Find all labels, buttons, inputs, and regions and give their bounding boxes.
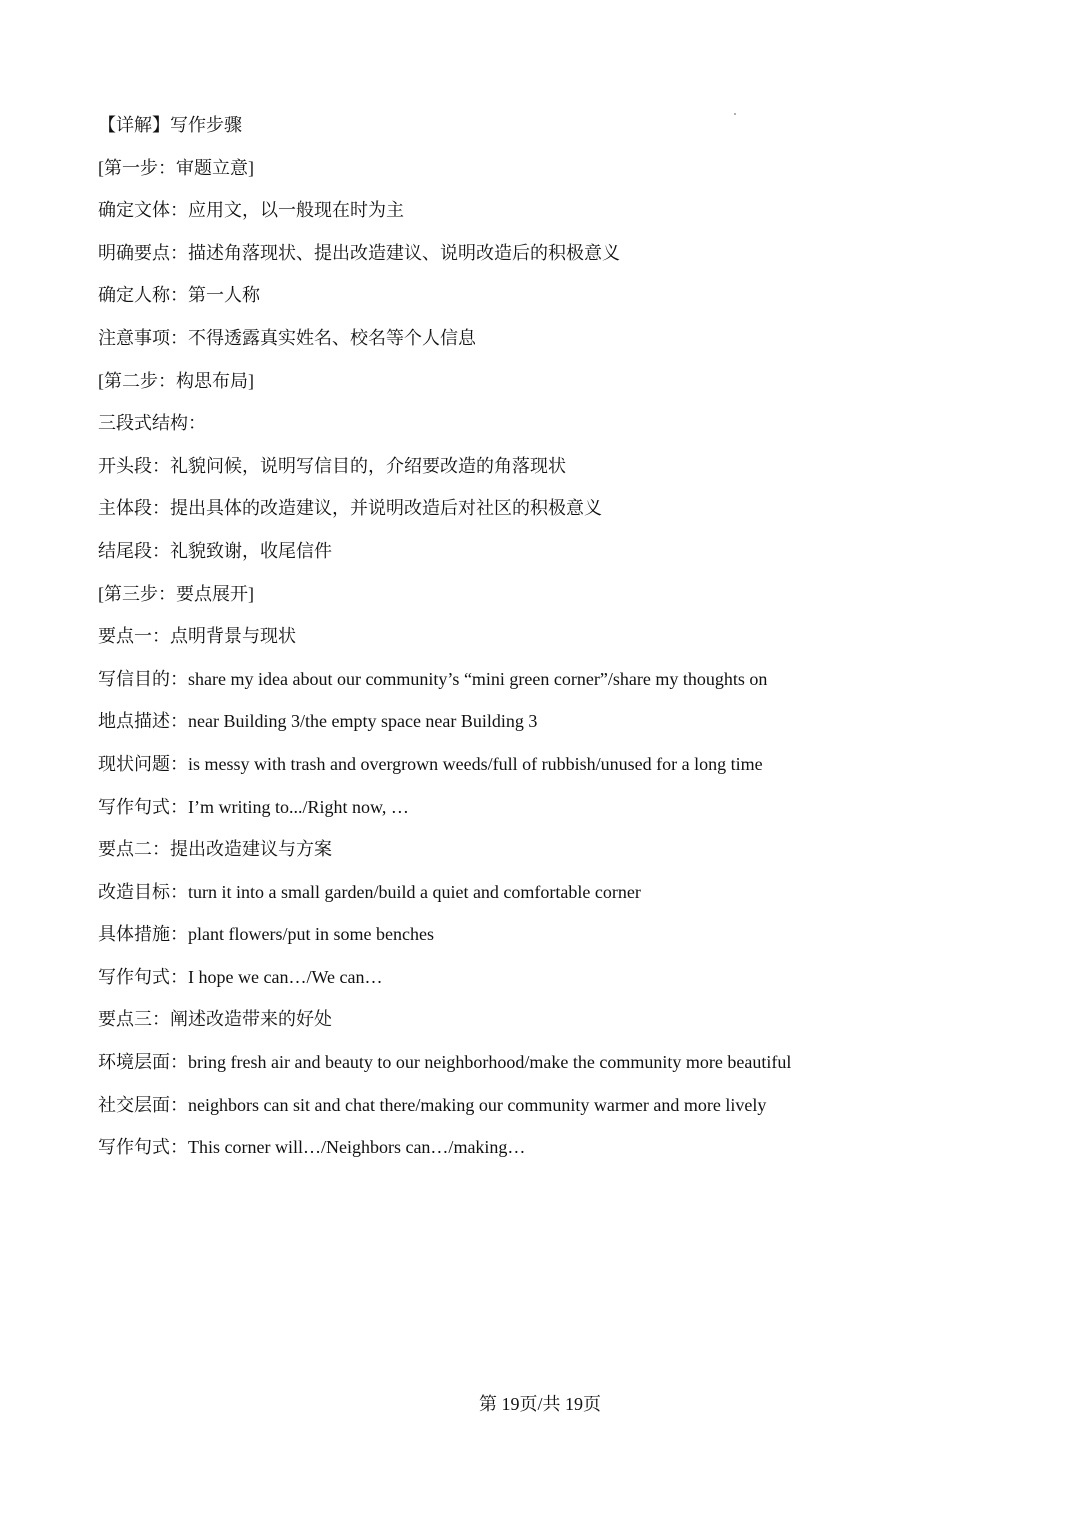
text-line: 注意事项：不得透露真实姓名、校名等个人信息 (98, 327, 476, 348)
text-line: 确定文体：应用文，以一般现在时为主 (98, 200, 404, 221)
text-line: [第一步：审题立意] (98, 157, 254, 178)
text-line: 写作句式：This corner will…/Neighbors can…/making… (98, 1137, 526, 1158)
text-line: 确定人称：第一人称 (98, 285, 260, 306)
text-line: 要点二：提出改造建议与方案 (98, 839, 332, 860)
text-line: 写信目的：share my idea about our community’s “mini green corner”/share my thoughts on (98, 668, 768, 689)
text-line: 开头段：礼貌问候，说明写信目的，介绍要改造的角落现状 (98, 455, 566, 476)
text-line: 环境层面：bring fresh air and beauty to our neighborhood/make the community more beautiful (98, 1052, 792, 1073)
text-line: [第二步：构思布局] (98, 370, 254, 391)
text-line: 主体段：提出具体的改造建议，并说明改造后对社区的积极意义 (98, 498, 602, 519)
text-line: 现状问题：is messy with trash and overgrown weeds/full of rubbish/unused for a long time (98, 753, 763, 774)
document-body (98, 104, 998, 1169)
text-line: 写作句式：I hope we can…/We can… (98, 966, 383, 987)
text-line: 要点一：点明背景与现状 (98, 626, 296, 647)
text-line: 改造目标：turn it into a small garden/build a quiet and comfortable corner (98, 881, 641, 902)
text-line: 明确要点：描述角落现状、提出改造建议、说明改造后的积极意义 (98, 242, 620, 263)
text-line: 【详解】写作步骤 (98, 115, 242, 135)
text-line: 要点三：阐述改造带来的好处 (98, 1009, 332, 1030)
text-line: 具体措施：plant flowers/put in some benches (98, 924, 434, 945)
text-line: 三段式结构： (98, 413, 206, 434)
text-line: [第三步：要点展开] (98, 583, 254, 604)
page-footer: 第 19页/共 19页 (478, 1394, 601, 1414)
text-line: 社交层面：neighbors can sit and chat there/making our community warmer and more lively (98, 1094, 767, 1115)
text-line: 结尾段：礼貌致谢，收尾信件 (98, 540, 332, 561)
text-line: 地点描述：near Building 3/the empty space near Building 3 (98, 711, 538, 732)
text-line: 写作句式：I’m writing to.../Right now, … (98, 796, 409, 817)
